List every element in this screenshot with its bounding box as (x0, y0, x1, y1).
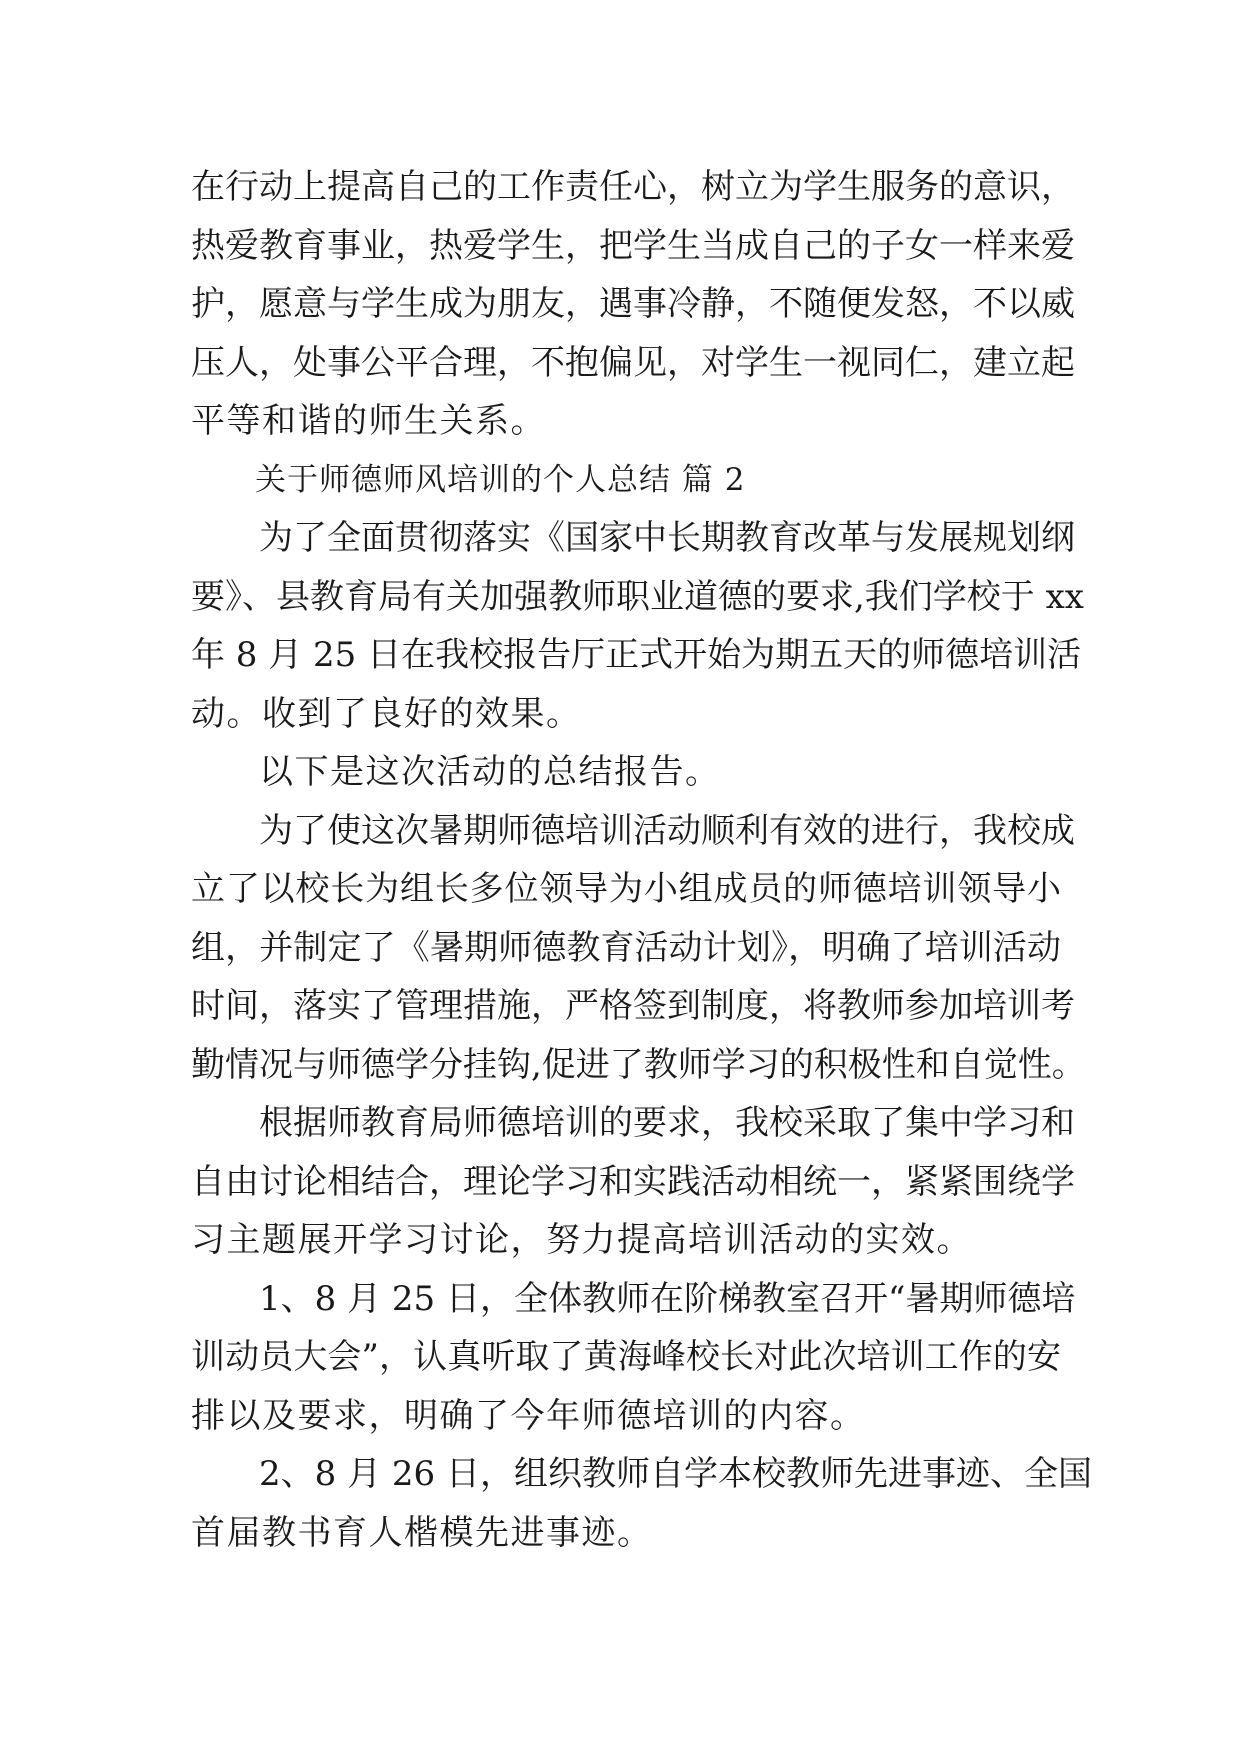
body-text-line: 平等和谐的师生关系。 (191, 401, 546, 441)
body-text-line: 热爱教育事业，热爱学生，把学生当成自己的子女一样来爱 (191, 225, 1075, 266)
body-text-line: 压人，处事公平合理，不抱偏见，对学生一视同仁，建立起 (191, 342, 1075, 383)
section-heading: 关于师德师风培训的个人总结 篇 2 (255, 461, 746, 498)
paragraph-first-line: 为了使这次暑期师德培训活动顺利有效的进行，我校成 (259, 810, 1075, 851)
body-text-line: 习主题展开学习讨论，努力提高培训活动的实效。 (191, 1220, 972, 1260)
body-text-line: 要》、县教育局有关加强教师职业道德的要求,我们学校于 xx (191, 576, 1084, 617)
paragraph-first-line: 为了全面贯彻落实《国家中长期教育改革与发展规划纲 (259, 518, 1075, 558)
body-text-line: 年 8 月 25 日在我校报告厅正式开始为期五天的师德培训活 (191, 635, 1082, 675)
body-text-line: 动。收到了良好的效果。 (191, 693, 582, 734)
body-text-line: 勤情况与师德学分挂钩,促进了教师学习的积极性和自觉性。 (191, 1044, 1086, 1085)
body-text-line: 立了以校长为组长多位领导为小组成员的师德培训领导小 (191, 869, 1061, 909)
body-text-line: 时间，落实了管理措施，严格签到制度，将教师参加培训考 (191, 986, 1075, 1026)
body-text-line: 训动员大会”，认真听取了黄海峰校长对此次培训工作的安 (191, 1337, 1061, 1377)
paragraph-first-line: 根据师教育局师德培训的要求，我校采取了集中学习和 (259, 1103, 1075, 1143)
document-body (191, 158, 1092, 1562)
body-text-line: 在行动上提高自己的工作责任心，树立为学生服务的意识， (191, 167, 1075, 207)
body-text-line: 组，并制定了《暑期师德教育活动计划》，明确了培训活动 (191, 927, 1061, 968)
paragraph-first-line: 2、8 月 26 日，组织教师自学本校教师先进事迹、全国 (259, 1454, 1092, 1494)
body-text-line: 首届教书育人楷模先进事迹。 (191, 1512, 653, 1553)
body-text-line: 自由讨论相结合，理论学习和实践活动相统一，紧紧围绕学 (191, 1161, 1075, 1202)
paragraph-first-line: 1、8 月 25 日，全体教师在阶梯教室召开“暑期师德培 (259, 1278, 1076, 1319)
paragraph-first-line: 以下是这次活动的总结报告。 (259, 752, 721, 792)
body-text-line: 排以及要求，明确了今年师德培训的内容。 (191, 1395, 866, 1436)
body-text-line: 护，愿意与学生成为朋友，遇事冷静，不随便发怒，不以威 (191, 284, 1075, 324)
